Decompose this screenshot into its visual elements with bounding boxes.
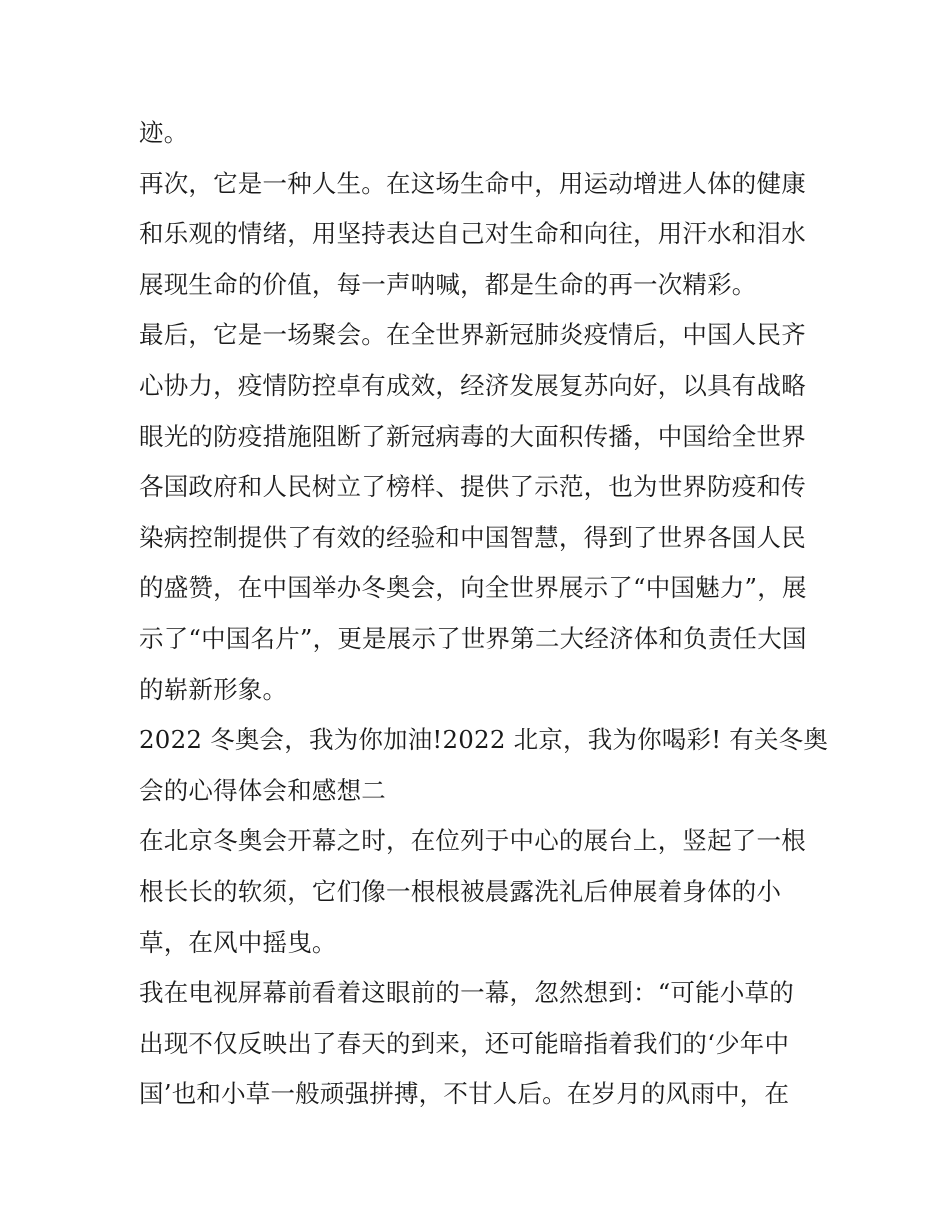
- text-line: 在北京冬奥会开幕之时，在位列于中心的展台上，竖起了一根: [139, 826, 806, 856]
- text-line: 草，在风中摇曳。: [139, 927, 337, 957]
- text-line: 国’也和小草一般顽强拼搏，不甘人后。在岁月的风雨中，在: [139, 1079, 790, 1109]
- heading-line: 2022 冬奥会，我为你加油!2022 北京，我为你喝彩! 有关冬奥: [139, 725, 829, 755]
- text-line: 染病控制提供了有效的经验和中国智慧，得到了世界各国人民: [139, 522, 806, 552]
- text-line: 展现生命的价值，每一声呐喊，都是生命的再一次精彩。: [139, 269, 757, 299]
- text-line: 的盛赞，在中国举办冬奥会，向全世界展示了“中国魅力”，展: [139, 573, 807, 603]
- text-line: 各国政府和人民树立了榜样、提供了示范，也为世界防疫和传: [139, 472, 806, 502]
- text-line: 出现不仅反映出了春天的到来，还可能暗指着我们的‘少年中: [139, 1028, 790, 1058]
- text-line: 再次，它是一种人生。在这场生命中，用运动增进人体的健康: [139, 168, 806, 198]
- text-line: 的崭新形象。: [139, 674, 288, 704]
- text-line: 我在电视屏幕前看着这眼前的一幕，忽然想到：“可能小草的: [139, 978, 794, 1008]
- text-line: 迹。: [139, 118, 189, 147]
- text-line: 和乐观的情绪，用坚持表达自己对生命和向往，用汗水和泪水: [139, 219, 806, 249]
- text-line: 心协力，疫情防控卓有成效，经济发展复苏向好，以具有战略: [139, 370, 806, 400]
- text-line: 示了“中国名片”，更是展示了世界第二大经济体和负责任大国: [139, 623, 807, 653]
- document-body: [139, 108, 829, 1120]
- text-line: 眼光的防疫措施阻断了新冠病毒的大面积传播，中国给全世界: [139, 421, 806, 451]
- text-line: 根长长的软须，它们像一根根被晨露洗礼后伸展着身体的小: [139, 876, 782, 906]
- heading-line: 会的心得体会和感想二: [139, 775, 386, 805]
- text-line: 最后，它是一场聚会。在全世界新冠肺炎疫情后，中国人民齐: [139, 320, 806, 350]
